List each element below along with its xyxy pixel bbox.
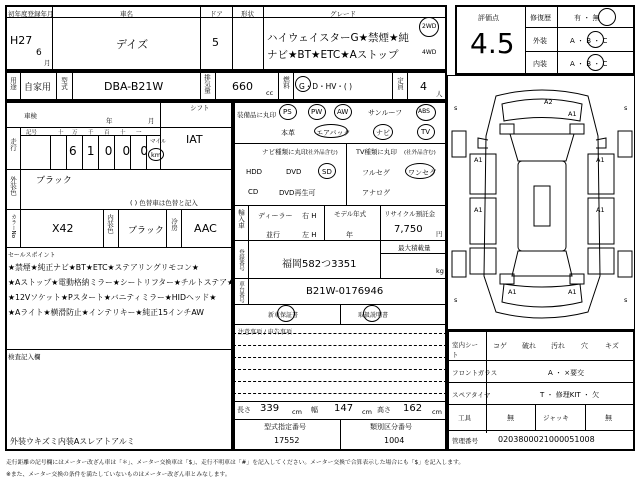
- mark-a1-right-rear: A1: [596, 206, 605, 214]
- length-cm: cm: [292, 408, 302, 416]
- mgmt: 0203800021000051008: [498, 435, 595, 444]
- equip-tv: TV: [421, 128, 431, 136]
- sales-line-0: ★禁煙★純正ナビ★BT★ETC★ステアリングリモコン★: [8, 263, 199, 272]
- model-year: 年: [346, 231, 353, 239]
- navi-type-note: (社外品含む): [306, 150, 338, 156]
- first-reg-era: H27: [10, 34, 33, 47]
- model-year-label: モデル年式: [334, 210, 367, 218]
- int-label: 内装: [533, 60, 547, 68]
- mark-a2: A2: [544, 98, 553, 106]
- eval-label: 評価点: [478, 14, 499, 22]
- int-color: ブラック: [128, 226, 164, 236]
- disp: 660: [232, 80, 253, 93]
- navi-sd: SD: [322, 168, 332, 176]
- mileage-head-0: 記号: [26, 130, 38, 136]
- import-dealer: ディーラー: [258, 212, 293, 220]
- shift: IAT: [186, 133, 203, 146]
- equip-aw: AW: [337, 108, 349, 116]
- footer-line1: 走行距離の記号欄にはメーター改ざん車は「＊」、メーター交換車は「$」、走行不明車は「#」を記入してください。メーター交換で合算表示した場合にも「$」を記入します。: [6, 460, 465, 466]
- length-label: 長さ: [237, 406, 251, 414]
- navi-dvd: DVD: [286, 168, 302, 176]
- recycle-label: リサイクル預託金: [384, 210, 436, 218]
- repair-circle: [598, 8, 616, 26]
- recycle-yen: 円: [436, 230, 443, 238]
- color-note: ( ) 色替車は色替と記入: [130, 199, 198, 207]
- navi-hdd: HDD: [246, 168, 263, 176]
- drive-4wd: 4WD: [422, 49, 437, 56]
- sales-label: セールスポイント: [8, 252, 56, 259]
- int: A ・ B ・ C: [570, 60, 608, 68]
- ext-circle: [587, 31, 604, 48]
- seat-label: 室内シート: [452, 341, 478, 359]
- color: ブラック: [36, 176, 72, 186]
- ac-label: 冷房: [170, 218, 178, 231]
- mileage: 6 1 0 0 0: [69, 144, 152, 158]
- width-label: 幅: [311, 406, 318, 414]
- color-label: 外装色: [9, 176, 17, 196]
- equip-leather: 本革: [281, 129, 295, 137]
- vin-label: 車台番号: [238, 281, 244, 303]
- colorno: X42: [52, 222, 74, 235]
- car-diagram: [448, 76, 636, 331]
- equip-abs: ABS: [418, 108, 430, 115]
- ac: AAC: [194, 222, 217, 235]
- sales-line-3: ★Aライト★横滑防止★インテリキー★純正15インチAW: [8, 308, 204, 317]
- mile-label: マイル: [150, 139, 167, 145]
- class-label: 類別区分番号: [370, 423, 412, 431]
- first-reg-month: 6: [36, 48, 42, 58]
- mileage-head-1: 十: [58, 130, 64, 136]
- navi-cd: CD: [248, 188, 259, 196]
- sales-line-2: ★12Vソケット★Pスタート★バニティミラー★HIDヘッド★: [8, 293, 217, 302]
- fuel: G・D・HV・( ): [299, 82, 353, 91]
- seat-item-0: コゲ: [493, 342, 507, 350]
- seat-item-3: 穴: [581, 342, 588, 350]
- use: 自家用: [24, 83, 52, 93]
- colorno-label: カラーNo: [10, 214, 16, 238]
- fuel-label: 燃料: [282, 76, 290, 89]
- month-unit: 月: [44, 59, 51, 67]
- seat-item-4: キズ: [605, 342, 619, 350]
- glass-label: フロントガラス: [452, 369, 498, 377]
- jack-label: ジャッキ: [543, 414, 569, 422]
- import-right: 右 H: [302, 212, 317, 220]
- mileage-head-2: 万: [72, 130, 78, 136]
- height-label: 高さ: [377, 406, 391, 414]
- navi-dvd-play: DVD再生可: [279, 189, 316, 197]
- height-cm: cm: [432, 408, 442, 416]
- mark-a1-left-rear: A1: [474, 206, 483, 214]
- type-cert-label: 型式指定番号: [264, 423, 306, 431]
- width: 147: [334, 403, 354, 414]
- equip-title: 装備品に丸印: [237, 111, 276, 119]
- grade-line1: ハイウェイスターG★禁煙★純: [267, 32, 409, 44]
- import-left: 左 H: [302, 231, 317, 239]
- ext: A ・ B ・ C: [570, 37, 608, 45]
- maxload-label: 最大積載量: [398, 244, 431, 252]
- width-cm: cm: [362, 408, 372, 416]
- check-label: 注意事項 / 申告事項: [238, 329, 292, 336]
- drive-2wd: 2WD: [422, 23, 437, 30]
- tv-type-title: TV種類に丸印: [356, 148, 397, 156]
- mileage-head-5: 十: [120, 130, 126, 136]
- mark-a1-left-door: A1: [474, 156, 483, 164]
- mileage-head-6: 一: [136, 130, 142, 136]
- inspect-month: 月: [148, 117, 155, 125]
- mgmt-label: 管理番号: [452, 437, 478, 445]
- plate: 福岡582つ3351: [282, 259, 357, 270]
- equip-airbag: エアバック: [316, 129, 351, 137]
- disp-unit: cc: [266, 89, 274, 97]
- sales-line-1: ★Aストップ★電動格納ミラー★シートリフター★チルトステア★: [8, 278, 235, 287]
- navi-type-title: ナビ種類に丸印: [262, 148, 308, 156]
- cap-label: 定員: [396, 77, 404, 90]
- type-cert: 17552: [274, 436, 300, 445]
- tv-oneseg: ワンセグ: [408, 169, 436, 177]
- int-circle: [587, 54, 604, 71]
- inspect-year: 年: [106, 117, 113, 125]
- jack: 無: [605, 414, 612, 422]
- shift-label: シフト: [190, 104, 210, 112]
- km-label: km: [151, 151, 162, 159]
- footer-line2: ※また、メーター交換の条件を満たしていないものはメーター改ざん車とみなします。: [6, 472, 231, 478]
- import-label: 輸入車: [237, 209, 245, 229]
- class-no: 1004: [384, 436, 405, 445]
- glass: A ・ ×要交: [548, 369, 585, 377]
- grade-label: グレード: [330, 10, 356, 18]
- vin: B21W-0176946: [306, 286, 384, 297]
- first-reg-label: 初年度登録年月: [8, 10, 54, 18]
- car-name: デイズ: [116, 38, 149, 51]
- length: 339: [260, 403, 280, 414]
- new-warranty: 新車保証書: [268, 312, 299, 319]
- eval: 4.5: [470, 27, 515, 60]
- plate-label: 登録番号: [238, 249, 244, 271]
- equip-ps: PS: [283, 108, 292, 116]
- mark-a1-rear-right: A1: [568, 288, 577, 296]
- tv-fullseg: フルセグ: [362, 169, 390, 177]
- mileage-label: 走行: [9, 138, 17, 151]
- seat-item-2: 汚れ: [551, 342, 565, 350]
- doors-label: ドア: [210, 10, 223, 18]
- maxload-kg: kg: [436, 267, 444, 275]
- doors: 5: [212, 36, 219, 49]
- diagram-block: [447, 75, 635, 330]
- equip-pw: PW: [311, 108, 323, 116]
- tools-label: 工具: [458, 414, 471, 422]
- import-parallel: 並行: [266, 231, 280, 239]
- inspect-label: 車検: [24, 112, 37, 120]
- type-label: 型式: [60, 77, 68, 90]
- height: 162: [403, 403, 423, 414]
- repair-label: 修復歴: [530, 14, 551, 22]
- mileage-head-3: 千: [88, 130, 94, 136]
- int-color-label: 内装色: [106, 214, 114, 234]
- ext-label: 外装: [533, 37, 547, 45]
- disp-label: 排気量: [203, 74, 211, 94]
- tools: 無: [507, 414, 514, 422]
- mark-a1-rear-left: A1: [508, 288, 517, 296]
- cap-unit: 人: [436, 90, 443, 98]
- mileage-head-4: 百: [104, 130, 110, 136]
- inspector-label: 検査記入欄: [8, 353, 41, 361]
- manual: 取扱説明書: [358, 312, 389, 319]
- grade-line2: ナビ★BT★ETC★Aストップ: [267, 49, 399, 61]
- model: DBA-B21W: [104, 80, 164, 93]
- shape-label: 形状: [241, 10, 254, 18]
- spare: T ・ 修理KIT ・ 欠: [540, 391, 600, 399]
- mark-a1-front-right: A1: [568, 110, 577, 118]
- tv-type-note: (社外品含む): [404, 150, 436, 156]
- equip-navi: ナビ: [376, 129, 390, 137]
- repair: 有 ・ 無: [574, 14, 600, 22]
- spare-label: スペアタイヤ: [452, 391, 491, 399]
- cap: 4: [420, 80, 427, 93]
- inspector-note: 外装ウキズミ内装Aスレアトアルミ: [10, 437, 135, 446]
- recycle: 7,750: [394, 224, 423, 235]
- mark-a1-right-door: A1: [596, 156, 605, 164]
- use-label: 用途: [9, 77, 17, 90]
- side-s-1: s: [454, 104, 458, 112]
- tv-analog: アナログ: [362, 189, 390, 197]
- side-s-4: s: [624, 296, 628, 304]
- side-s-3: s: [454, 296, 458, 304]
- car-name-label: 車名: [120, 10, 133, 18]
- equip-sunroof: サンルーフ: [368, 109, 403, 117]
- side-s-2: s: [624, 104, 628, 112]
- seat-item-1: 破れ: [522, 342, 536, 350]
